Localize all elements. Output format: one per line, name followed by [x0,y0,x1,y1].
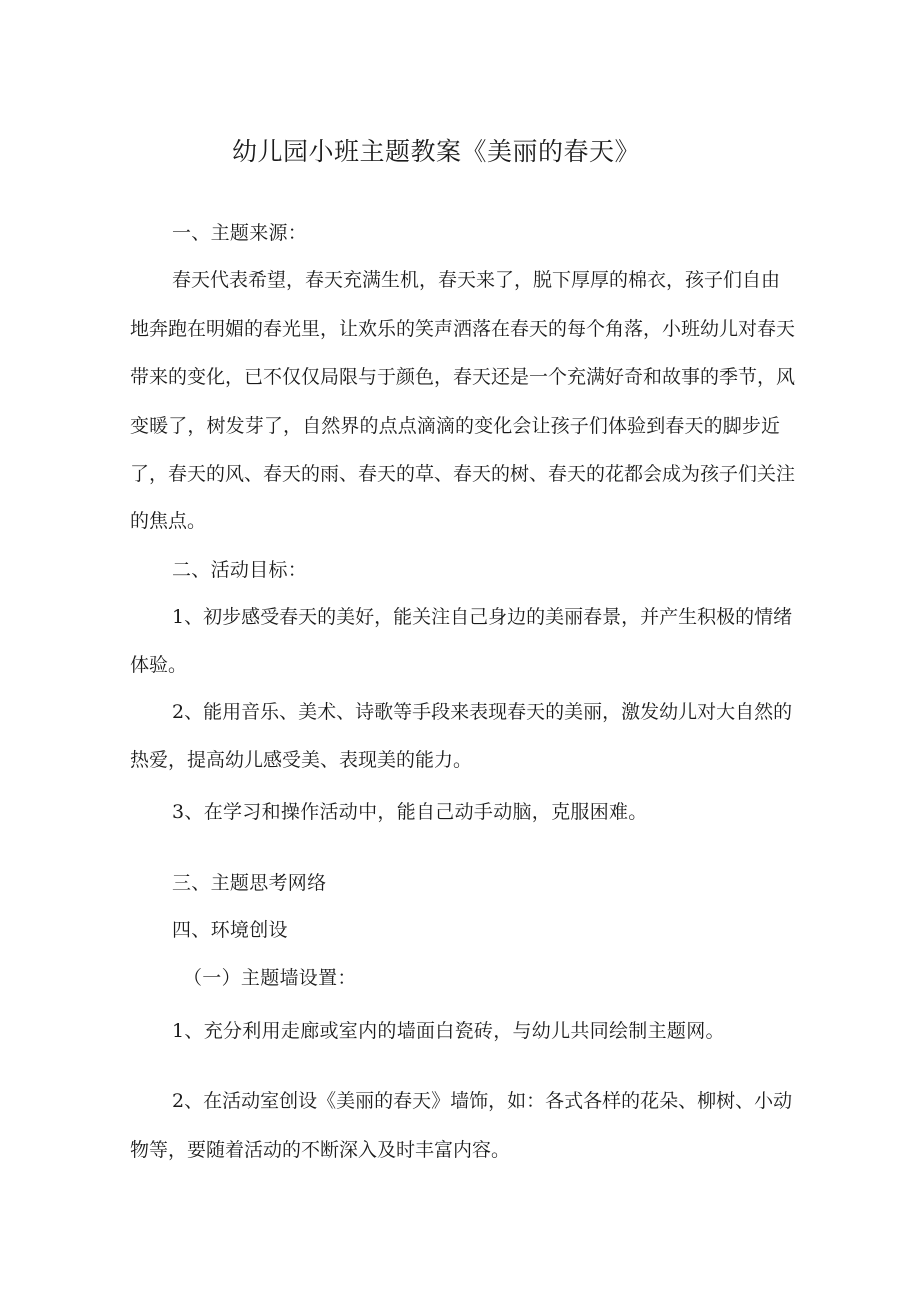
section-heading-environment: 四、环境创设 [172,919,288,941]
subsection-heading-theme-wall: （一）主题墙设置： [183,967,357,989]
paragraph-line: 的焦点。 [130,510,207,532]
goal-item-3: 3、在学习和操作活动中，能自己动手动脑，克服困难。 [172,801,648,823]
paragraph-line: 变暖了，树发芽了，自然界的点点滴滴的变化会让孩子们体验到春天的脚步近 [130,415,780,437]
section-heading-goals: 二、活动目标： [172,559,308,581]
section-heading-network: 三、主题思考网络 [172,872,327,894]
paragraph-line: 2、能用音乐、美术、诗歌等手段来表现春天的美丽，激发幼儿对大自然的 [172,701,793,723]
document-title: 幼儿园小班主题教案《美丽的春天》 [232,137,641,166]
paragraph-line: 春天代表希望，春天充满生机，春天来了，脱下厚厚的棉衣，孩子们自由 [172,269,781,291]
paragraph-line: 热爱，提高幼儿感受美、表现美的能力。 [130,749,473,771]
paragraph-line: 物等，要随着活动的不断深入及时丰富内容。 [130,1139,511,1161]
paragraph-line: 2、在活动室创设《美丽的春天》墙饰，如：各式各样的花朵、柳树、小动 [172,1090,793,1112]
paragraph-line: 地奔跑在明媚的春光里，让欢乐的笑声洒落在春天的每个角落，小班幼儿对春天 [130,318,796,340]
paragraph-line: 体验。 [130,654,188,676]
paragraph-line: 1、初步感受春天的美好，能关注自己身边的美丽春景，并产生积极的情绪 [172,606,793,628]
section-heading-source: 一、主题来源： [172,222,308,244]
environment-item-1: 1、充分利用走廊或室内的墙面白瓷砖，与幼儿共同绘制主题网。 [172,1020,725,1042]
paragraph-line: 了，春天的风、春天的雨、春天的草、春天的树、春天的花都会成为孩子们关注 [130,463,796,485]
paragraph-line: 带来的变化，已不仅仅局限与于颜色，春天还是一个充满好奇和故事的季节，风 [130,366,796,388]
